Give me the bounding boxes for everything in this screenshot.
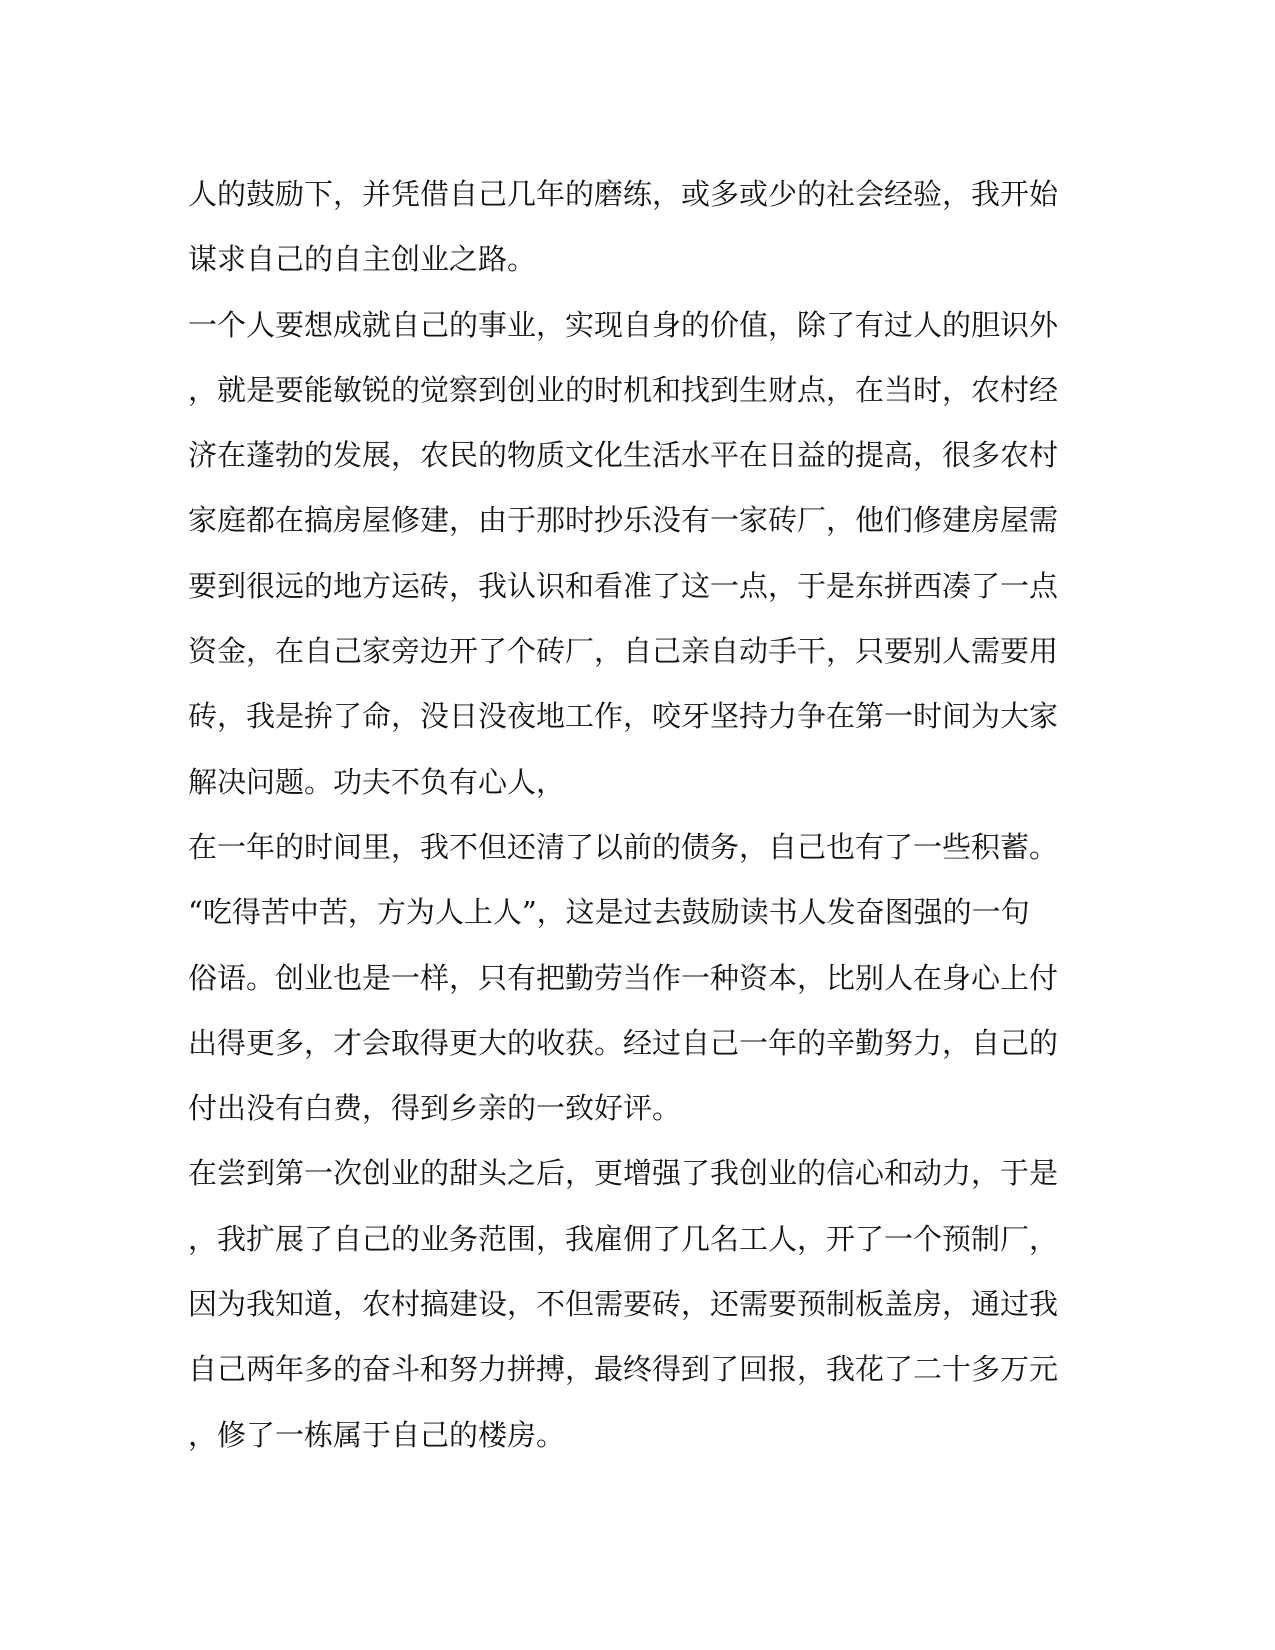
- text-line-5: 济在蓬勃的发展，农民的物质文化生活水平在日益的提高，很多农村: [188, 438, 1059, 473]
- text-line-14: 出得更多，才会取得更大的收获。经过自己一年的辛勤努力，自己的: [188, 1025, 1059, 1060]
- text-line-11: 在一年的时间里，我不但还清了以前的债务，自己也有了一些积蓄。: [188, 829, 1059, 864]
- text-line-12: “吃得苦中苦，方为人上人”，这是过去鼓励读书人发奋图强的一句: [188, 895, 1030, 930]
- text-line-16: 在尝到第一次创业的甜头之后，更增强了我创业的信心和动力，于是: [188, 1156, 1059, 1191]
- text-line-20: ，修了一栋属于自己的楼房。: [188, 1417, 566, 1452]
- text-line-18: 因为我知道，农村搞建设，不但需要砖，还需要预制板盖房，通过我: [188, 1287, 1059, 1322]
- text-line-17: ，我扩展了自己的业务范围，我雇佣了几名工人，开了一个预制厂，: [188, 1221, 1059, 1256]
- text-line-1: 人的鼓励下，并凭借自己几年的磨练，或多或少的社会经验，我开始: [188, 177, 1059, 211]
- text-line-7: 要到很远的地方运砖，我认识和看准了这一点，于是东拼西凑了一点: [188, 568, 1059, 603]
- text-line-6: 家庭都在搞房屋修建，由于那时抄乐没有一家砖厂，他们修建房屋需: [188, 503, 1059, 538]
- text-line-9: 砖，我是拚了命，没日没夜地工作，咬牙坚持力争在第一时间为大家: [188, 699, 1059, 734]
- text-line-13: 俗语。创业也是一样，只有把勤劳当作一种资本，比别人在身心上付: [188, 960, 1059, 995]
- text-line-10: 解决问题。功夫不负有心人，: [188, 764, 566, 799]
- text-line-4: ，就是要能敏锐的觉察到创业的时机和找到生财点，在当时，农村经: [188, 372, 1059, 407]
- text-line-19: 自己两年多的奋斗和努力拼搏，最终得到了回报，我花了二十多万元: [188, 1352, 1059, 1387]
- text-line-8: 资金，在自己家旁边开了个砖厂，自己亲自动手干，只要别人需要用: [188, 634, 1059, 669]
- text-line-3: 一个人要想成就自己的事业，实现自身的价值，除了有过人的胆识外: [188, 307, 1059, 342]
- body-text: [188, 162, 1088, 1468]
- text-line-15: 付出没有白费，得到乡亲的一致好评。: [188, 1091, 682, 1126]
- text-line-2: 谋求自己的自主创业之路。: [188, 242, 537, 277]
